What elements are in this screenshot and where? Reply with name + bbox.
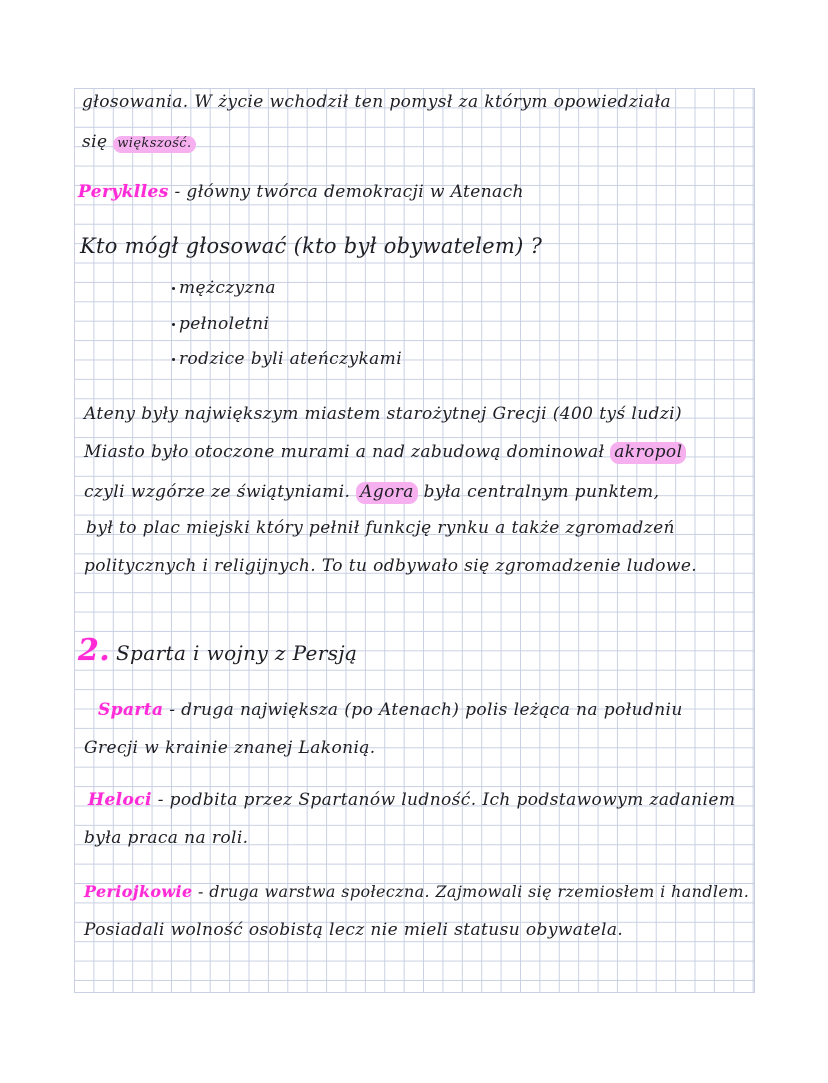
term-periojkowie: Periojkowie bbox=[84, 882, 193, 901]
bullet-dot bbox=[172, 323, 175, 326]
heloci-definition: Heloci - podbita przez Spartanów ludność. Ich podstawowym zadaniem bbox=[88, 790, 736, 810]
grid-paper bbox=[74, 88, 755, 993]
periojkowie-line-2: Posiadali wolność osobistą lecz nie mieli statusu obywatela. bbox=[84, 920, 624, 940]
question-heading: Kto mógł głosować (kto był obywatelem) ? bbox=[80, 234, 543, 258]
athens-line-1: Ateny były największym miastem starożytnej Grecji (400 tyś ludzi) bbox=[84, 404, 683, 424]
term-pericles: Peryklles bbox=[78, 182, 169, 202]
sparta-line-2: Grecji w krainie znanej Lakonią. bbox=[84, 738, 376, 758]
bullet-item-1: mężczyzna bbox=[172, 280, 276, 297]
text-line-1: głosowania. W życie wchodził ten pomysł za którym opowiedziała bbox=[82, 92, 672, 112]
bullet-item-2: pełnoletni bbox=[172, 316, 269, 333]
pericles-definition: Peryklles - główny twórca demokracji w Atenach bbox=[78, 182, 524, 202]
bullet-dot bbox=[172, 287, 175, 290]
sparta-definition: Sparta - druga największa (po Atenach) polis leżąca na południu bbox=[98, 700, 683, 720]
highlight-akropol: akropol bbox=[610, 442, 686, 464]
section-title: Sparta i wojny z Persją bbox=[115, 641, 358, 665]
term-heloci: Heloci bbox=[88, 790, 152, 810]
text-line-2: się większość. bbox=[82, 134, 196, 151]
periojkowie-definition: Periojkowie - druga warstwa społeczna. Zajmowali się rzemiosłem i handlem. bbox=[84, 882, 750, 901]
athens-line-2: Miasto było otoczone murami a nad zabudową dominował akropol bbox=[84, 444, 686, 461]
heloci-line-2: była praca na roli. bbox=[84, 828, 249, 848]
athens-line-4: był to plac miejski który pełnił funkcję rynku a także zgromadzeń bbox=[86, 518, 675, 538]
bullet-item-3: rodzice byli ateńczykami bbox=[172, 351, 402, 368]
bullet-dot bbox=[172, 358, 175, 361]
term-sparta: Sparta bbox=[98, 700, 164, 720]
highlight-majority: większość. bbox=[113, 136, 195, 153]
section-number: 2. bbox=[78, 633, 111, 668]
athens-line-5: politycznych i religijnych. To tu odbywało się zgromadzenie ludowe. bbox=[84, 556, 698, 576]
section-2-heading bbox=[78, 633, 358, 668]
highlight-agora: Agora bbox=[356, 482, 418, 504]
athens-line-3: czyli wzgórze ze świątyniami. Agora była centralnym punktem, bbox=[84, 482, 660, 502]
